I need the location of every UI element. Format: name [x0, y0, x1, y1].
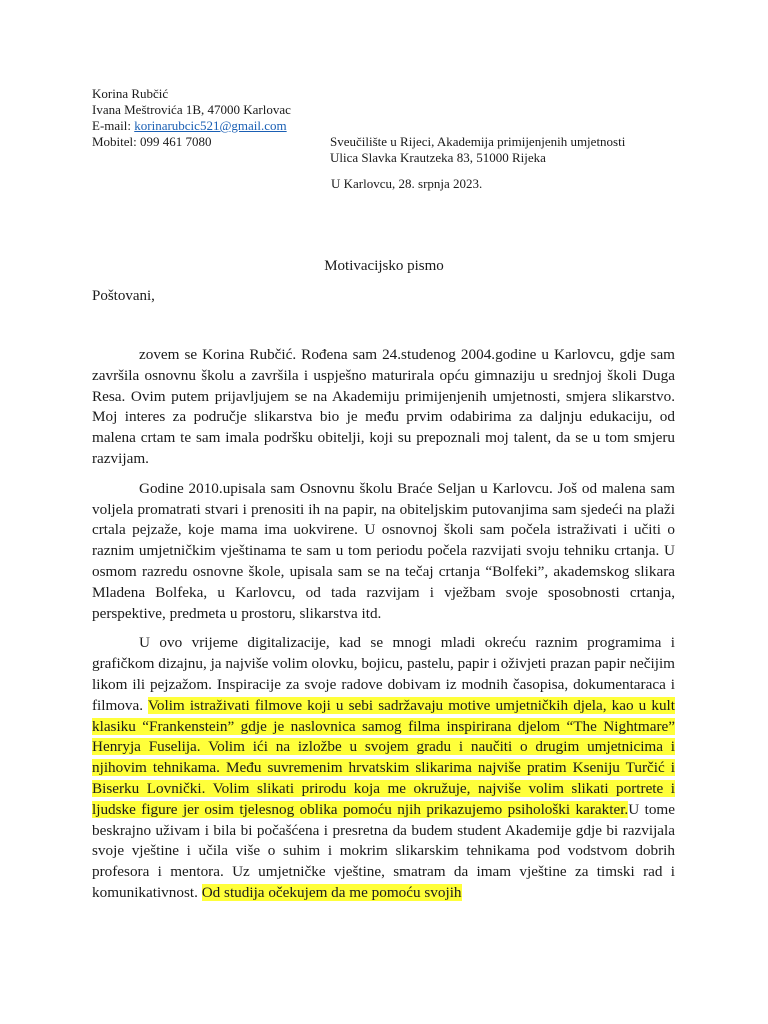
recipient-address: Ulica Slavka Krautzeka 83, 51000 Rijeka — [330, 150, 546, 165]
paragraph-2: Godine 2010.upisala sam Osnovnu školu Braće Seljan u Karlovcu. Još od malena sam voljela promatrati stvari i prenositi ih na papir, na obiteljskim putovanjima sam sjedeći na plaži crtala pejzaže, koje mama ima uokvirene. U osnovnoj školi sam počela istraživati i učiti o raznim umjetničkim vještinama te sam u tom periodu počela razvijati svoju tehniku crtanja. U osmom razredu osnovne škole, upisala sam se na tečaj crtanja “Bolfeki”, akademskog slikara Mladena Bolfeka, u Karlovcu, od tada razvijam i vježbam svoje sposobnosti crtanja, perspektive, predmeta u prostoru, slikarstva itd. — [92, 479, 675, 622]
letter-title: Motivacijsko pismo — [324, 258, 444, 274]
sender-name: Korina Rubčić — [92, 86, 169, 101]
salutation: Poštovani, — [92, 288, 155, 304]
sender-address: Ivana Meštrovića 1B, 47000 Karlovac — [92, 102, 291, 117]
highlighted-text-2: Od studija očekujem da me pomoću svojih — [201, 883, 462, 901]
email-label: E-mail: — [92, 118, 135, 133]
recipient-institution: Sveučilište u Rijeci, Akademija primijenjenih umjetnosti — [330, 134, 626, 149]
email-link[interactable]: korinarubcic521@gmail.com — [134, 118, 287, 133]
date-line: U Karlovcu, 28. srpnja 2023. — [331, 176, 483, 191]
highlighted-text-1: Volim istraživati filmove koji u sebi sadržavaju motive umjetničkih djela, kao u kult klasiku “Frankenstein” gdje je naslovnica samog filma inspirirana djelom “The Nightmare” Henryja Fuselija. Volim ići na izložbe u svojem gradu i naučiti o drugim umjetnicima i njihovim tehnikama. Među suvremenim hrvatskim slikarima najviše pratim Kseniju Turčić i Biserku Lovnički. Volim slikati prirodu koja me okružuje, najviše volim slikati portrete i ljudske figure jer osim tjelesnog oblika pomoću njih prikazujemo psihološki karakter. — [92, 696, 675, 818]
paragraph-3-text-a: U ovo vrijeme digitalizacije, kad se mnogi mladi okreću raznim programima i grafičkom dizajnu, ja najviše volim olovku, bojicu, pastelu, papir i oživjeti prazan papir nečijim likom ili pejzažom. Inspiracije za svoje radove dobivam iz modnih časopisa, dokumentaraca i filmova. — [92, 634, 675, 714]
paragraph-1: zovem se Korina Rubčić. Rođena sam 24.studenog 2004.godine u Karlovcu, gdje sam završila osnovnu školu a završila i uspješno maturirala opću gimnaziju u srednjoj školi Duga Resa. Ovim putem prijavljujem se na Akademiju primijenjenih umjetnosti, smjera slikarstvo. Moj interes za područje slikarstva bio je među prvim odabirima za daljnju edukaciju, od malena crtam te sam imala podršku obitelji, koji su prepoznali moj talent, da se u tom smjeru razvijam. — [92, 346, 675, 467]
sender-phone: Mobitel: 099 461 7080 — [92, 134, 212, 149]
recipient-block — [330, 134, 625, 166]
paragraph-3-text-c: U tome beskrajno uživam i bila bi počašćena i presretna da budem student Akademije gdje bi razvijala svoje vještine i učila više o suhim i mokrim slikarskim tehnikama pod vodstvom dobrih profesora i mentora. Uz umjetničke vještine, smatram da imam vještine za timski rad i komunikativnost. — [92, 800, 675, 901]
paragraph-3 — [92, 633, 675, 903]
sender-email-line — [92, 118, 291, 134]
letter-body — [92, 345, 675, 913]
sender-block — [92, 86, 291, 150]
